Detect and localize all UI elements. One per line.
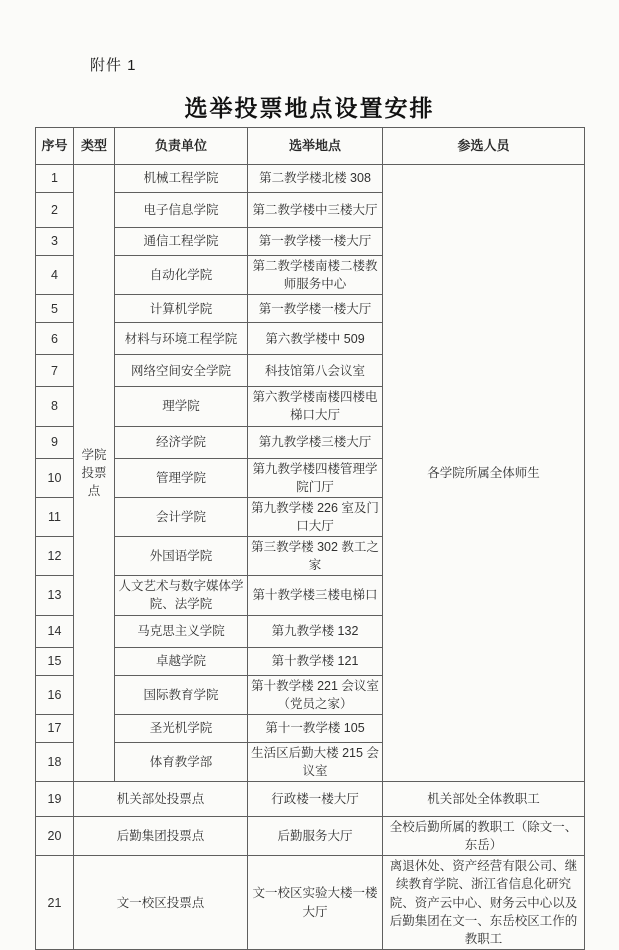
table-row [36, 165, 585, 193]
location-cell: 第十一教学楼 105 [248, 714, 383, 742]
unit-cell: 自动化学院 [115, 256, 248, 295]
location-cell: 第九教学楼 132 [248, 615, 383, 647]
unit-cell: 机关部处投票点 [74, 782, 248, 817]
table-row [36, 782, 585, 817]
location-cell: 行政楼一楼大厅 [248, 782, 383, 817]
location-cell: 科技馆第八会议室 [248, 355, 383, 387]
unit-cell: 圣光机学院 [115, 714, 248, 742]
seq-cell: 15 [36, 647, 74, 675]
location-cell: 第十教学楼 221 会议室（党员之家） [248, 675, 383, 714]
location-cell: 第九教学楼 226 室及门口大厅 [248, 497, 383, 536]
seq-cell: 5 [36, 295, 74, 323]
location-cell: 第二教学楼北楼 308 [248, 165, 383, 193]
location-cell: 第一教学楼一楼大厅 [248, 295, 383, 323]
unit-cell: 电子信息学院 [115, 193, 248, 228]
seq-cell: 9 [36, 426, 74, 458]
participants-cell: 机关部处全体教职工 [383, 782, 585, 817]
location-cell: 第二教学楼南楼二楼教师服务中心 [248, 256, 383, 295]
unit-cell: 经济学院 [115, 426, 248, 458]
seq-cell: 10 [36, 458, 74, 497]
page-title: 选举投票地点设置安排 [184, 95, 435, 121]
unit-cell: 体育教学部 [115, 742, 248, 781]
header-location: 选举地点 [248, 128, 383, 165]
unit-cell: 材料与环境工程学院 [115, 323, 248, 355]
location-cell: 第二教学楼中三楼大厅 [248, 193, 383, 228]
seq-cell: 8 [36, 387, 74, 426]
location-cell: 第十教学楼三楼电梯口 [248, 576, 383, 615]
location-cell: 第三教学楼 302 教工之家 [248, 537, 383, 576]
attachment-label: 附件 1 [90, 57, 137, 74]
location-cell: 第一教学楼一楼大厅 [248, 228, 383, 256]
seq-cell: 18 [36, 742, 74, 781]
location-cell: 第六教学楼南楼四楼电梯口大厅 [248, 387, 383, 426]
header-row [36, 128, 585, 165]
unit-cell: 国际教育学院 [115, 675, 248, 714]
header-seq: 序号 [36, 128, 74, 165]
seq-cell: 6 [36, 323, 74, 355]
seq-cell: 2 [36, 193, 74, 228]
unit-cell: 管理学院 [115, 458, 248, 497]
unit-cell: 理学院 [115, 387, 248, 426]
seq-cell: 1 [36, 165, 74, 193]
seq-cell: 4 [36, 256, 74, 295]
seq-cell: 21 [36, 856, 74, 950]
unit-cell: 网络空间安全学院 [115, 355, 248, 387]
unit-cell: 文一校区投票点 [74, 856, 248, 950]
unit-cell: 通信工程学院 [115, 228, 248, 256]
location-cell: 文一校区实验大楼一楼大厅 [248, 856, 383, 950]
unit-cell: 后勤集团投票点 [74, 817, 248, 856]
location-cell: 第六教学楼中 509 [248, 323, 383, 355]
location-cell: 第十教学楼 121 [248, 647, 383, 675]
table-row [36, 817, 585, 856]
voting-locations-table [35, 127, 585, 950]
unit-cell: 机械工程学院 [115, 165, 248, 193]
participants-cell-college: 各学院所属全体师生 [383, 165, 585, 782]
participants-cell: 全校后勤所属的教职工（除文一、东岳） [383, 817, 585, 856]
seq-cell: 20 [36, 817, 74, 856]
seq-cell: 17 [36, 714, 74, 742]
seq-cell: 14 [36, 615, 74, 647]
unit-cell: 人文艺术与数字媒体学院、法学院 [115, 576, 248, 615]
seq-cell: 13 [36, 576, 74, 615]
seq-cell: 3 [36, 228, 74, 256]
unit-cell: 外国语学院 [115, 537, 248, 576]
header-type: 类型 [74, 128, 115, 165]
seq-cell: 11 [36, 497, 74, 536]
location-cell: 第九教学楼三楼大厅 [248, 426, 383, 458]
type-cell-college: 学院 投票 点 [74, 165, 115, 782]
header-unit: 负责单位 [115, 128, 248, 165]
location-cell: 生活区后勤大楼 215 会议室 [248, 742, 383, 781]
unit-cell: 会计学院 [115, 497, 248, 536]
unit-cell: 马克思主义学院 [115, 615, 248, 647]
unit-cell: 卓越学院 [115, 647, 248, 675]
seq-cell: 16 [36, 675, 74, 714]
unit-cell: 计算机学院 [115, 295, 248, 323]
seq-cell: 7 [36, 355, 74, 387]
location-cell: 后勤服务大厅 [248, 817, 383, 856]
header-participants: 参选人员 [383, 128, 585, 165]
seq-cell: 19 [36, 782, 74, 817]
participants-cell: 离退休处、资产经营有限公司、继续教育学院、浙江省信息化研究院、资产云中心、财务云中心以及后勤集团在文一、东岳校区工作的教职工 [383, 856, 585, 950]
table-row [36, 856, 585, 950]
location-cell: 第九教学楼四楼管理学院门厅 [248, 458, 383, 497]
seq-cell: 12 [36, 537, 74, 576]
